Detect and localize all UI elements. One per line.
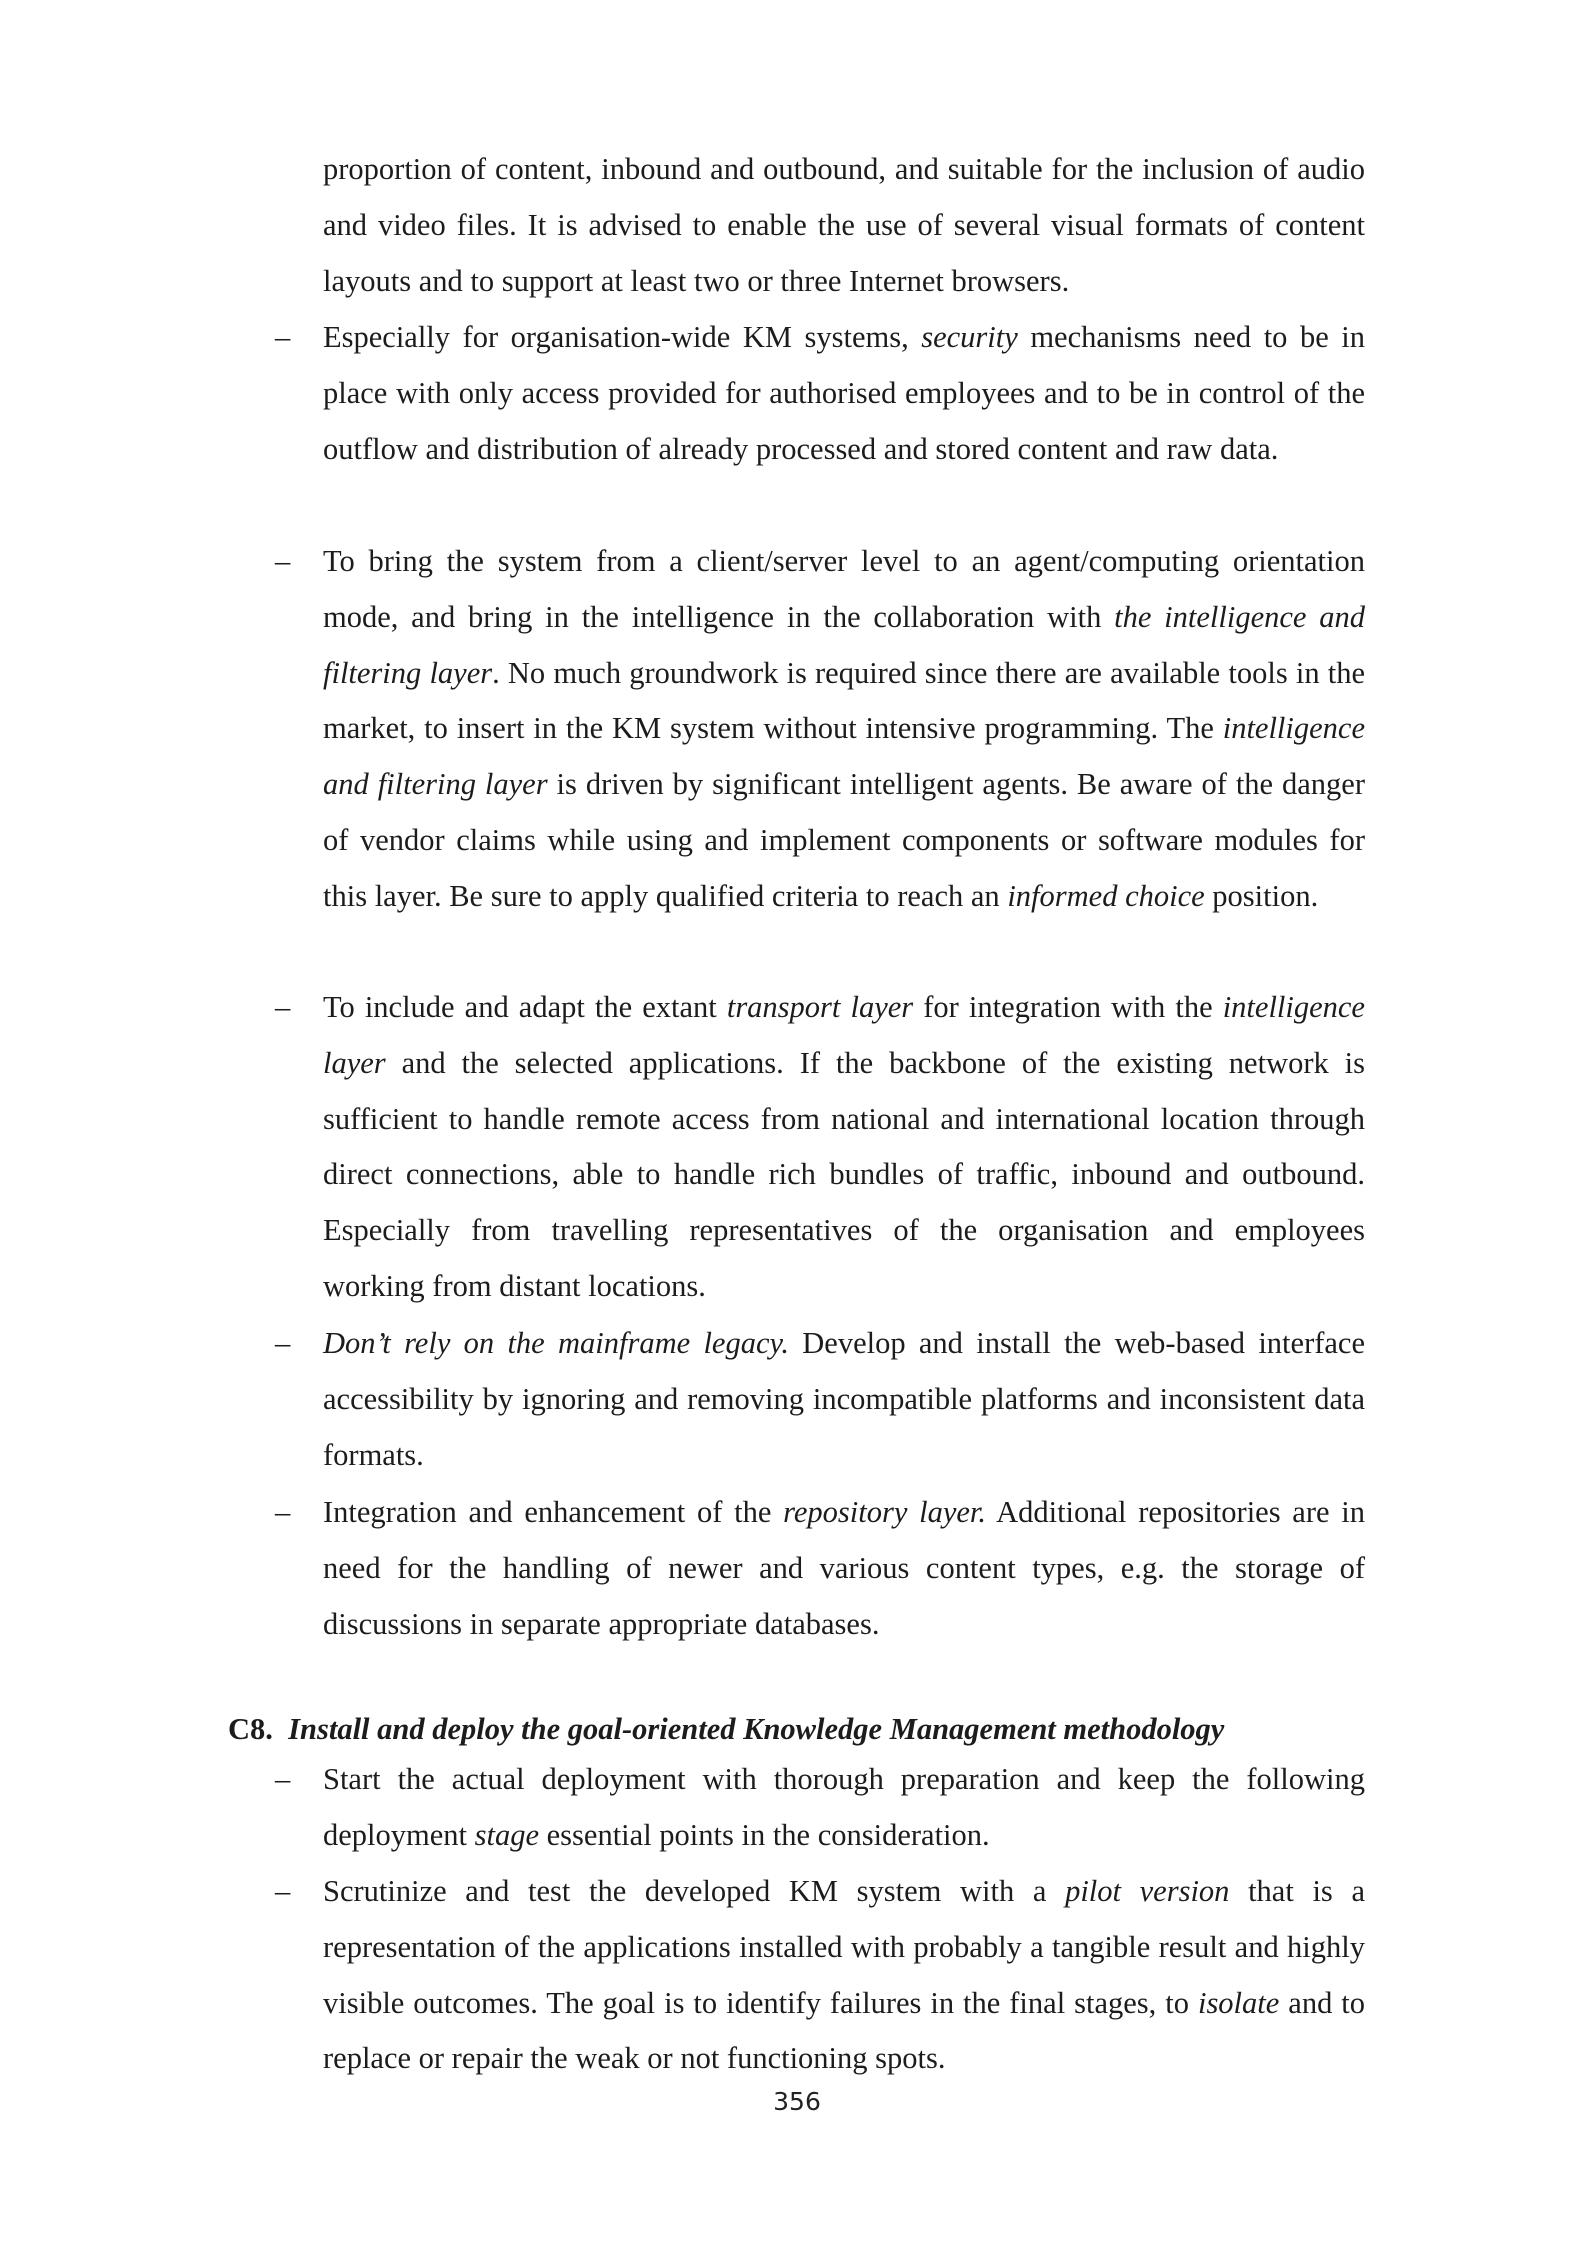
bullet-dash: – — [275, 544, 291, 578]
bullet-dash: – — [275, 320, 291, 354]
page-number: 356 — [773, 2087, 821, 2116]
bullet-dash: – — [275, 1874, 291, 1908]
bullet-transport-layer: To include and adapt the extant transport layer for integration with the intelligence layer and the selected applications. If the backbone of the existing network is sufficient to handle remote access from national and international location through direct connections, able to handle rich bundles of traffic, inbound and outbound. Especially from travelling representatives of the organisation and employees working from distant locations. — [323, 990, 1365, 1303]
bullet-dash: – — [275, 1762, 291, 1796]
section-heading — [228, 1702, 1224, 1758]
bullet-deployment-stage: Start the actual deployment with thorough preparation and keep the following deployment stage essential points in the consideration. — [323, 1762, 1365, 1852]
bullet-pilot-version: Scrutinize and test the developed KM system with a pilot version that is a representation of the applications installed with probably a tangible result and highly visible outcomes. The goal is to identify failures in the final stages, to isolate and to replace or repair the weak or not functioning spots. — [323, 1874, 1366, 2076]
bullet-dash: – — [275, 990, 291, 1024]
bullet-security: Especially for organisation-wide KM systems, security mechanisms need to be in place with only access provided for authorised employees and to be in control of the outflow and distribution of already processed and stored content and raw data. — [323, 320, 1365, 466]
bullet-dash: – — [275, 1326, 291, 1360]
bullet-mainframe-legacy: Don’t rely on the mainframe legacy. Develop and install the web-based interface accessibility by ignoring and removing incompatible platforms and inconsistent data formats. — [323, 1326, 1365, 1472]
bullet-intelligence-layer: To bring the system from a client/server level to an agent/computing orientation mode, and bring in the intelligence in the collaboration with the intelligence and filtering layer. No much groundwork is required since there are available tools in the market, to insert in the KM system without intensive programming. The intelligence and filtering layer is driven by significant intelligent agents. Be aware of the danger of vendor claims while using and implement components or software modules for this layer. Be sure to apply qualified criteria to reach an informed choice position. — [323, 544, 1366, 913]
continuation-paragraph: proportion of content, inbound and outbound, and suitable for the inclusion of audio and video files. It is advised to enable the use of several visual formats of content layouts and to support at least two or three Internet browsers. — [323, 152, 1365, 298]
section-number: C8. — [228, 1712, 273, 1746]
bullet-repository-layer: Integration and enhancement of the repository layer. Additional repositories are in need for the handling of newer and various content types, e.g. the storage of discussions in separate appropriate databases. — [323, 1495, 1366, 1641]
bullet-dash: – — [275, 1495, 291, 1529]
section-title: Install and deploy the goal-oriented Knowledge Management methodology — [288, 1712, 1225, 1746]
